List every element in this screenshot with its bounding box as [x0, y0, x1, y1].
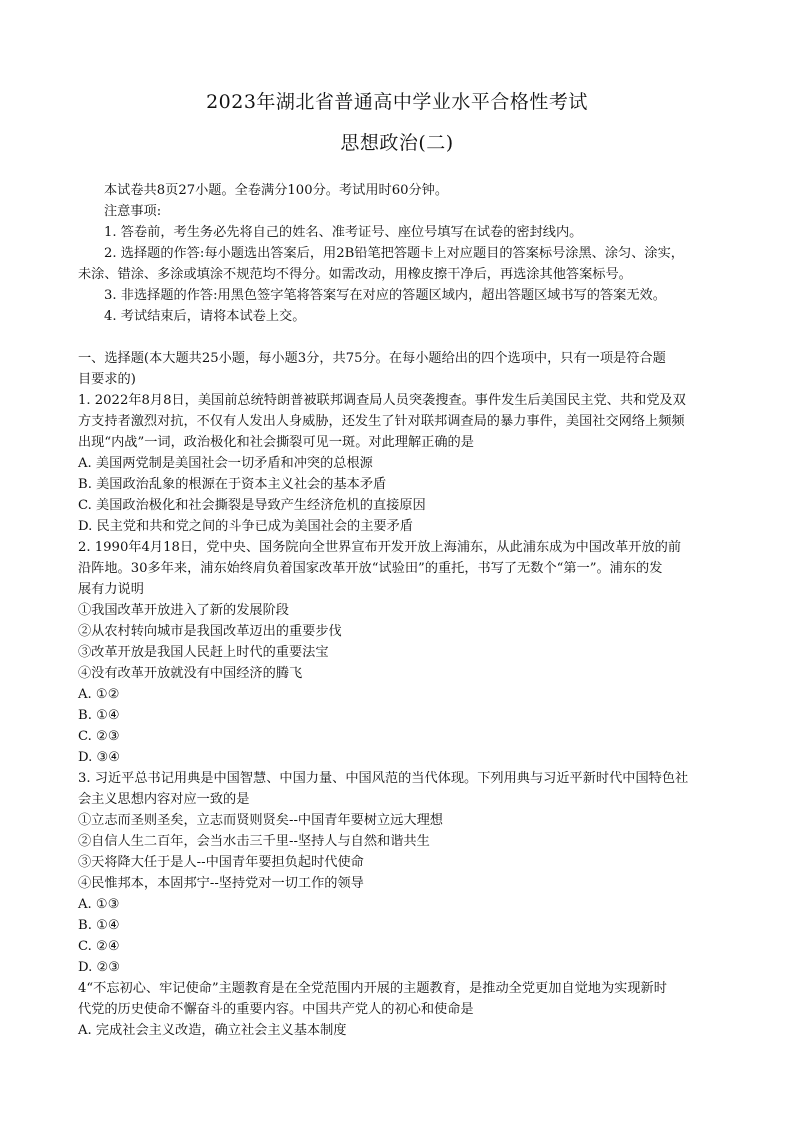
question-4-option-a: A. 完成社会主义改造，确立社会主义基本制度: [78, 1023, 347, 1038]
instructions-intro: 本试卷共8页27小题。全卷满分100分。考试用时60分钟。: [104, 183, 449, 198]
question-2-option-d: D. ③④: [78, 750, 121, 765]
exam-subtitle: 思想政治(二): [340, 132, 454, 154]
question-2-stem: 2. 1990年4月18日，党中央、国务院向全世界宣布开发开放上海浦东，从此浦东成为中国改革开放的前: [78, 540, 682, 555]
question-2-option-a: A. ①②: [78, 687, 120, 702]
question-3-statement-1: ①立志而圣则圣矣，立志而贤则贤矣--中国青年要树立远大理想: [78, 813, 443, 828]
question-1-option-a: A. 美国两党制是美国社会一切矛盾和冲突的总根源: [78, 456, 373, 471]
notice-item-3: 3. 非选择题的作答:用黑色签字笔将答案写在对应的答题区域内，超出答题区域书写的答案无效。: [104, 288, 666, 303]
question-3-statement-4: ④民惟邦本，本固邦宁--坚持党对一切工作的领导: [78, 876, 364, 891]
section-heading-line-2: 目要求的): [78, 372, 136, 387]
question-3-option-d: D. ②③: [78, 960, 121, 975]
question-4-stem-cont: 代党的历史使命不懈奋斗的重要内容。中国共产党人的初心和使命是: [78, 1002, 474, 1017]
question-3-option-c: C. ②④: [78, 939, 120, 954]
question-1-stem-cont: 出现“内战”一词，政治极化和社会撕裂可见一斑。对此理解正确的是: [78, 435, 474, 450]
question-3-statement-3: ③天将降大任于是人--中国青年要担负起时代使命: [78, 855, 364, 870]
notice-label: 注意事项:: [104, 204, 162, 219]
question-2-option-b: B. ①④: [78, 708, 120, 723]
question-2-stem-cont: 展有力说明: [78, 582, 144, 597]
section-heading-line-1: 一、选择题(本大题共25小题，每小题3分，共75分。在每小题给出的四个选项中，只有一项是符合题: [78, 351, 666, 366]
question-1-option-b: B. 美国政治乱象的根源在于资本主义社会的基本矛盾: [78, 477, 387, 492]
notice-item-4: 4. 考试结束后，请将本试卷上交。: [104, 309, 306, 324]
question-2-statement-4: ④没有改革开放就没有中国经济的腾飞: [78, 666, 303, 681]
question-1-stem: 1. 2022年8月8日，美国前总统特朗普被联邦调查局人员突袭搜查。事件发生后美国民主党、共和党及双: [78, 393, 686, 408]
question-3-stem-cont: 会主义思想内容对应一致的是: [78, 792, 250, 807]
question-1-option-d: D. 民主党和共和党之间的斗争已成为美国社会的主要矛盾: [78, 519, 413, 534]
question-2-statement-2: ②从农村转向城市是我国改革迈出的重要步伐: [78, 624, 342, 639]
question-3-statement-2: ②自信人生二百年，会当水击三千里--坚持人与自然和谐共生: [78, 834, 430, 849]
question-2-statement-1: ①我国改革开放进入了新的发展阶段: [78, 603, 289, 618]
question-3-option-b: B. ①④: [78, 918, 120, 933]
notice-item-2-cont: 未涂、错涂、多涂或填涂不规范均不得分。如需改动，用橡皮擦干净后，再选涂其他答案标号。: [78, 267, 632, 282]
question-2-option-c: C. ②③: [78, 729, 120, 744]
question-4-stem: 4“不忘初心、牢记使命”主题教育是在全党范围内开展的主题教育，是推动全党更加自觉地为实现新时: [78, 981, 667, 996]
notice-item-1: 1. 答卷前，考生务必先将自己的姓名、准考证号、座位号填写在试卷的密封线内。: [104, 225, 583, 240]
exam-title: 2023年湖北省普通高中学业水平合格性考试: [206, 91, 588, 113]
question-3-option-a: A. ①③: [78, 897, 120, 912]
question-1-stem-cont: 方支持者激烈对抗，不仅有人发出人身威胁，还发生了针对联邦调查局的暴力事件，美国社交网络上频频: [78, 414, 685, 429]
notice-item-2: 2. 选择题的作答:每小题选出答案后，用2B铅笔把答题卡上对应题目的答案标号涂黑、涂匀、涂实，: [104, 246, 684, 261]
question-3-stem: 3. 习近平总书记用典是中国智慧、中国力量、中国风范的当代体现。下列用典与习近平新时代中国特色社: [78, 771, 689, 786]
question-2-stem-cont: 沿阵地。30多年来，浦东始终肩负着国家改革开放“试验田”的重托，书写了无数个“第一”。浦东的发: [78, 561, 663, 576]
question-1-option-c: C. 美国政治极化和社会撕裂是导致产生经济危机的直接原因: [78, 498, 426, 513]
question-2-statement-3: ③改革开放是我国人民赶上时代的重要法宝: [78, 645, 329, 660]
